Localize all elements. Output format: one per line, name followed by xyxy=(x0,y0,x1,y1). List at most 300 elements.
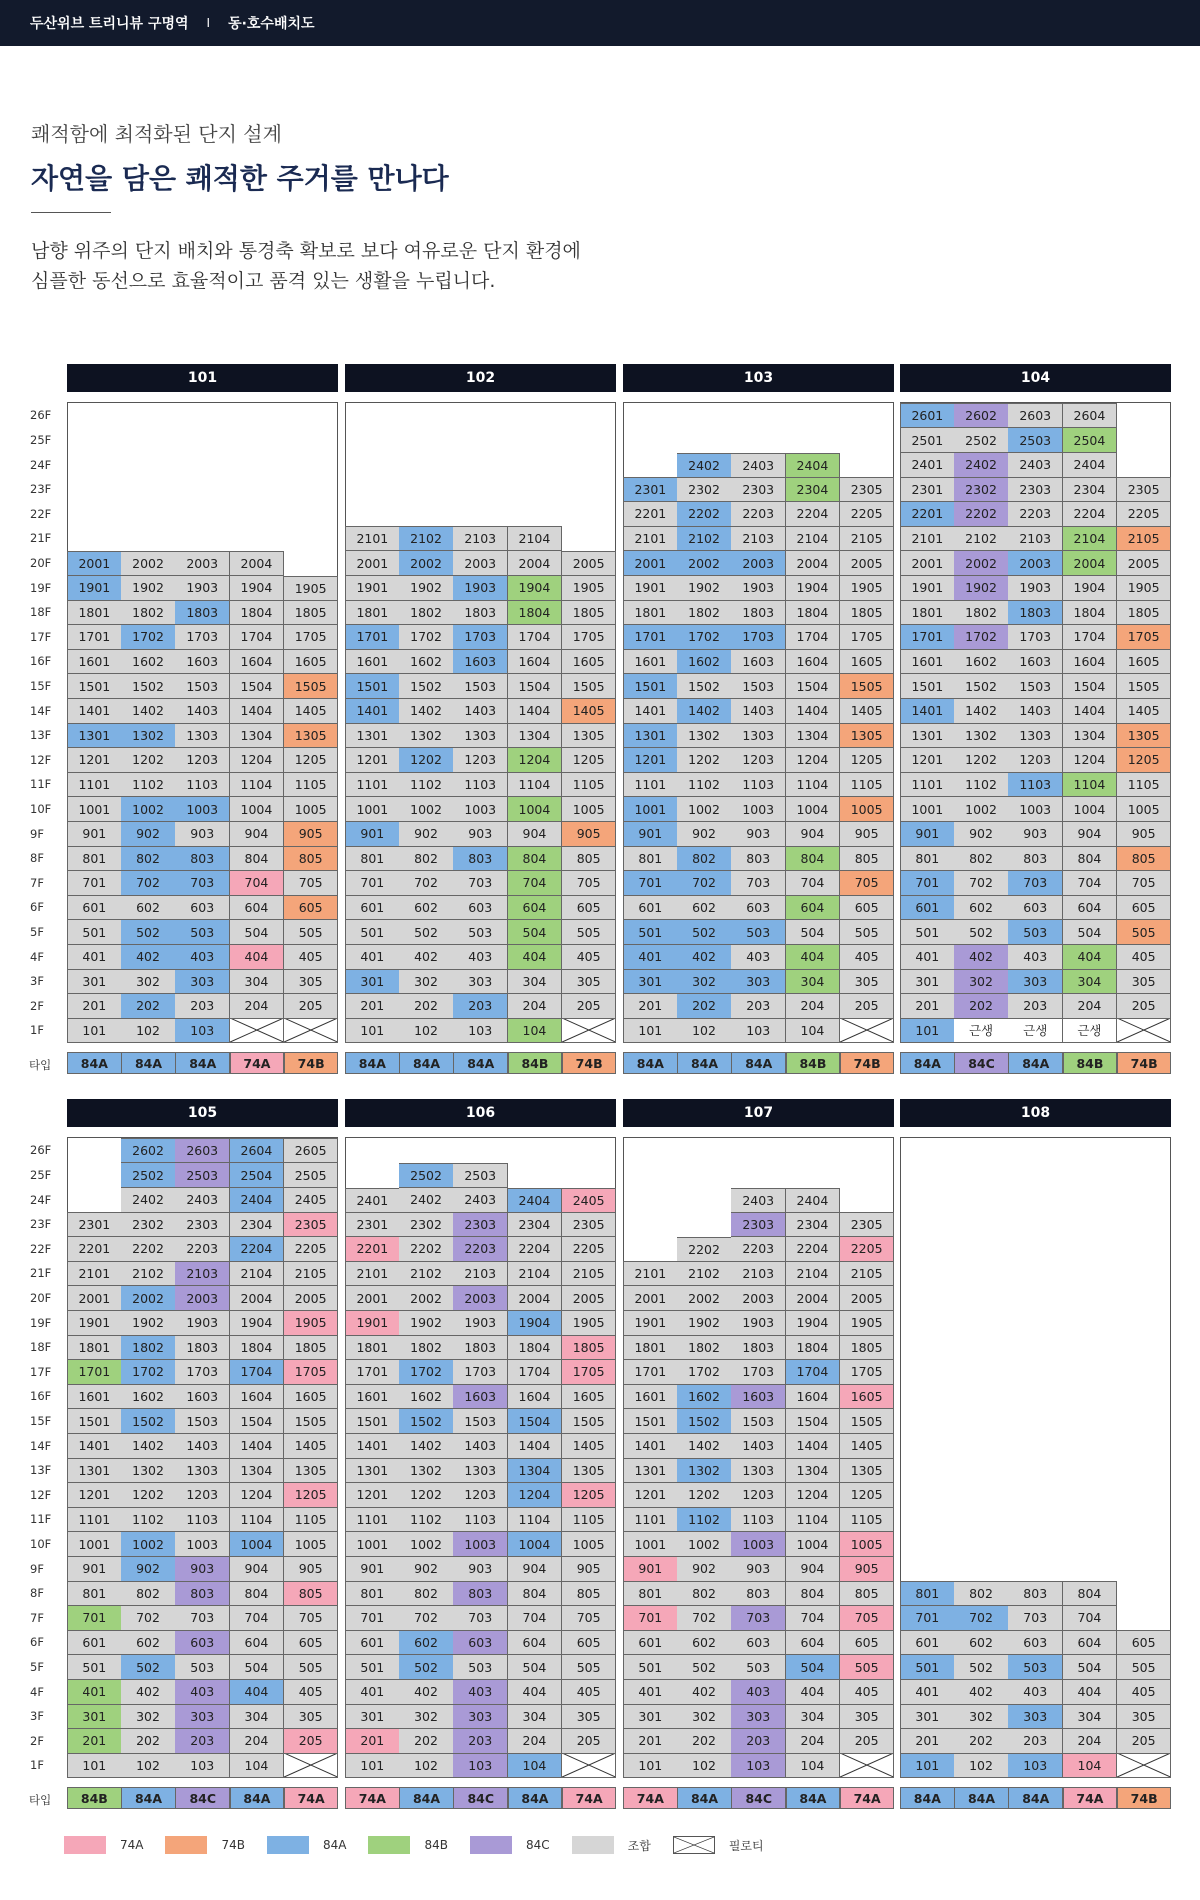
piloti-cell xyxy=(284,1753,339,1778)
unit-cell: 901 xyxy=(67,1557,122,1582)
unit-cell: 1104 xyxy=(508,1507,563,1532)
unit-cell: 1404 xyxy=(508,1434,563,1459)
unit-cell: 2503 xyxy=(453,1163,508,1188)
unit-cell: 1502 xyxy=(954,674,1009,699)
unit-cell: 405 xyxy=(840,1680,895,1705)
unit-cell: 1104 xyxy=(786,1507,841,1532)
type-cell: 74A xyxy=(623,1787,678,1809)
unit-cell: 503 xyxy=(175,920,230,945)
unit-cell: 2003 xyxy=(731,551,786,576)
unit-cell: 602 xyxy=(677,895,732,920)
unit-cell: 1504 xyxy=(508,674,563,699)
unit-cell: 1003 xyxy=(731,1532,786,1557)
unit-cell: 1301 xyxy=(345,723,400,748)
type-cell: 84A xyxy=(121,1787,176,1809)
unit-cell: 904 xyxy=(230,822,285,847)
unit-cell: 204 xyxy=(786,994,841,1019)
unit-cell: 1104 xyxy=(230,1507,285,1532)
unit-cell: 1404 xyxy=(1063,699,1118,724)
unit-cell: 1902 xyxy=(954,576,1009,601)
unit-cell: 2103 xyxy=(453,526,508,551)
unit-cell: 601 xyxy=(67,895,122,920)
unit-cell: 1905 xyxy=(840,1311,895,1336)
unit-cell: 1702 xyxy=(954,625,1009,650)
unit-cell: 2002 xyxy=(399,551,454,576)
unit-cell: 604 xyxy=(1063,1630,1118,1655)
unit-cell: 205 xyxy=(562,1729,617,1754)
unit-cell: 1805 xyxy=(562,1335,617,1360)
unit-cell: 1304 xyxy=(508,1458,563,1483)
unit-cell: 502 xyxy=(399,920,454,945)
legend-swatch xyxy=(368,1836,410,1854)
unit-cell: 1802 xyxy=(399,1335,454,1360)
unit-cell: 1004 xyxy=(1063,797,1118,822)
unit-cell: 504 xyxy=(1063,920,1118,945)
unit-cell: 302 xyxy=(677,969,732,994)
unit-cell: 701 xyxy=(67,871,122,896)
unit-cell: 1804 xyxy=(786,600,841,625)
unit-cell: 1201 xyxy=(345,748,400,773)
unit-cell: 1002 xyxy=(399,1532,454,1557)
unit-cell: 2202 xyxy=(677,502,732,527)
unit-cell: 204 xyxy=(1063,1729,1118,1754)
unit-cell: 103 xyxy=(731,1753,786,1778)
type-cell: 84A xyxy=(399,1052,454,1074)
unit-cell: 904 xyxy=(508,822,563,847)
unit-cell: 1801 xyxy=(67,1335,122,1360)
unit-cell: 501 xyxy=(623,920,678,945)
unit-cell: 1202 xyxy=(677,748,732,773)
type-cell: 84A xyxy=(900,1787,955,1809)
legend-item xyxy=(673,1836,764,1854)
unit-cell: 1703 xyxy=(1008,625,1063,650)
unit-cell: 2004 xyxy=(786,551,841,576)
unit-cell: 1502 xyxy=(399,1409,454,1434)
floor-label: 19F xyxy=(30,1315,52,1330)
unit-cell: 1601 xyxy=(900,649,955,674)
unit-cell: 1401 xyxy=(67,1434,122,1459)
unit-cell: 104 xyxy=(1063,1753,1118,1778)
unit-cell: 1703 xyxy=(453,625,508,650)
unit-cell: 1501 xyxy=(623,1409,678,1434)
unit-cell: 2101 xyxy=(623,1261,678,1286)
unit-cell: 1504 xyxy=(786,674,841,699)
unit-cell: 1203 xyxy=(731,748,786,773)
unit-cell: 602 xyxy=(954,895,1009,920)
unit-cell: 1203 xyxy=(175,1483,230,1508)
unit-cell: 2105 xyxy=(284,1261,339,1286)
unit-cell: 704 xyxy=(786,1606,841,1631)
floor-label: 12F xyxy=(30,1487,52,1502)
unit-cell: 504 xyxy=(786,920,841,945)
type-cell: 84A xyxy=(786,1787,841,1809)
unit-cell: 1201 xyxy=(623,748,678,773)
unit-cell: 502 xyxy=(954,1655,1009,1680)
type-cell: 84A xyxy=(345,1052,400,1074)
divider xyxy=(31,212,111,213)
floor-label: 24F xyxy=(30,1192,52,1207)
unit-cell: 2403 xyxy=(453,1188,508,1213)
floor-label: 22F xyxy=(30,1241,52,1256)
unit-cell: 804 xyxy=(508,1581,563,1606)
type-cell: 84A xyxy=(677,1052,732,1074)
floor-label: 2F xyxy=(30,1733,44,1748)
unit-cell: 2105 xyxy=(562,1261,617,1286)
unit-cell: 2504 xyxy=(230,1163,285,1188)
unit-cell: 2503 xyxy=(175,1163,230,1188)
unit-cell: 1601 xyxy=(345,1384,400,1409)
unit-cell: 2102 xyxy=(677,1261,732,1286)
unit-cell: 302 xyxy=(954,969,1009,994)
unit-cell: 801 xyxy=(345,1581,400,1606)
unit-cell: 1701 xyxy=(623,625,678,650)
unit-cell: 201 xyxy=(345,994,400,1019)
unit-cell: 2404 xyxy=(786,453,841,478)
unit-cell: 902 xyxy=(121,822,176,847)
unit-cell: 1805 xyxy=(840,1335,895,1360)
floor-label: 13F xyxy=(30,1463,52,1478)
unit-cell: 301 xyxy=(900,969,955,994)
unit-cell: 603 xyxy=(453,895,508,920)
unit-cell: 1804 xyxy=(230,1335,285,1360)
unit-cell: 402 xyxy=(121,1680,176,1705)
unit-cell: 501 xyxy=(900,920,955,945)
floor-label: 13F xyxy=(30,728,52,743)
unit-cell: 1005 xyxy=(840,1532,895,1557)
unit-cell: 2604 xyxy=(1063,403,1118,428)
unit-cell: 1303 xyxy=(175,1458,230,1483)
unit-cell: 1502 xyxy=(677,1409,732,1434)
unit-cell: 605 xyxy=(284,1630,339,1655)
unit-cell: 504 xyxy=(786,1655,841,1680)
type-cell: 84A xyxy=(623,1052,678,1074)
unit-cell: 301 xyxy=(67,1704,122,1729)
piloti-cell xyxy=(284,1018,339,1043)
unit-cell: 1504 xyxy=(786,1409,841,1434)
unit-cell: 1601 xyxy=(67,1384,122,1409)
unit-cell: 1105 xyxy=(562,772,617,797)
unit-cell: 1603 xyxy=(175,1384,230,1409)
unit-cell: 1101 xyxy=(67,772,122,797)
unit-cell: 2303 xyxy=(175,1212,230,1237)
unit-cell: 2502 xyxy=(121,1163,176,1188)
unit-cell: 1302 xyxy=(954,723,1009,748)
floor-label: 5F xyxy=(30,925,44,939)
unit-cell: 803 xyxy=(175,1581,230,1606)
unit-cell: 402 xyxy=(677,945,732,970)
unit-cell: 402 xyxy=(121,945,176,970)
legend-label: 74B xyxy=(221,1838,245,1852)
floor-label: 1F xyxy=(30,1023,44,1038)
unit-cell: 2101 xyxy=(345,1261,400,1286)
unit-cell: 204 xyxy=(508,994,563,1019)
unit-cell: 1905 xyxy=(562,576,617,601)
unit-cell: 303 xyxy=(1008,969,1063,994)
floor-label: 11F xyxy=(30,1512,52,1527)
unit-cell: 104 xyxy=(786,1018,841,1043)
unit-cell: 602 xyxy=(121,1630,176,1655)
unit-cell: 1302 xyxy=(677,1458,732,1483)
unit-cell: 903 xyxy=(175,822,230,847)
unit-cell: 1705 xyxy=(840,1360,895,1385)
type-cell: 74B xyxy=(1117,1787,1172,1809)
unit-cell: 504 xyxy=(1063,1655,1118,1680)
unit-cell: 1702 xyxy=(399,1360,454,1385)
building-header: 108 xyxy=(900,1099,1171,1127)
unit-cell: 602 xyxy=(954,1630,1009,1655)
unit-cell: 201 xyxy=(623,994,678,1019)
unit-cell: 1705 xyxy=(562,1360,617,1385)
unit-cell: 1901 xyxy=(67,576,122,601)
unit-cell: 1905 xyxy=(1117,576,1172,601)
unit-cell: 1602 xyxy=(121,649,176,674)
unit-cell: 701 xyxy=(900,871,955,896)
unit-cell: 801 xyxy=(67,846,122,871)
type-cell: 84C xyxy=(731,1787,786,1809)
unit-cell: 1501 xyxy=(345,1409,400,1434)
unit-cell: 2303 xyxy=(731,477,786,502)
unit-cell: 1104 xyxy=(786,772,841,797)
unit-cell: 1504 xyxy=(508,1409,563,1434)
unit-cell: 1701 xyxy=(67,1360,122,1385)
floor-label: 8F xyxy=(30,851,44,866)
unit-cell: 1703 xyxy=(731,625,786,650)
unit-cell: 1901 xyxy=(623,1311,678,1336)
unit-cell: 2305 xyxy=(1117,477,1172,502)
type-cell: 84A xyxy=(900,1052,955,1074)
unit-cell: 1102 xyxy=(677,772,732,797)
type-cell: 84B xyxy=(1063,1052,1118,1074)
unit-cell: 1402 xyxy=(677,699,732,724)
unit-cell: 804 xyxy=(1063,1581,1118,1606)
desc-line-2: 심플한 동선으로 효율적이고 품격 있는 생활을 누립니다. xyxy=(31,270,496,292)
unit-cell: 1402 xyxy=(121,699,176,724)
unit-cell: 1603 xyxy=(731,1384,786,1409)
unit-cell: 1701 xyxy=(345,1360,400,1385)
unit-cell: 1304 xyxy=(230,1458,285,1483)
floor-label: 6F xyxy=(30,900,44,915)
unit-cell: 1205 xyxy=(284,748,339,773)
unit-cell: 703 xyxy=(453,871,508,896)
unit-cell: 1203 xyxy=(175,748,230,773)
unit-cell: 2503 xyxy=(1008,428,1063,453)
unit-cell: 1004 xyxy=(508,1532,563,1557)
unit-cell: 1103 xyxy=(453,1507,508,1532)
unit-cell: 304 xyxy=(1063,969,1118,994)
unit-cell: 2003 xyxy=(1008,551,1063,576)
unit-cell: 1102 xyxy=(121,1507,176,1532)
unit-cell: 401 xyxy=(345,945,400,970)
unit-cell: 903 xyxy=(453,822,508,847)
unit-cell: 근생 xyxy=(954,1018,1009,1043)
unit-cell: 1501 xyxy=(623,674,678,699)
unit-cell: 1204 xyxy=(508,1483,563,1508)
building-header: 107 xyxy=(623,1099,894,1127)
unit-cell: 1605 xyxy=(284,1384,339,1409)
unit-cell: 1802 xyxy=(121,1335,176,1360)
unit-cell: 1503 xyxy=(175,674,230,699)
unit-cell: 1903 xyxy=(731,1311,786,1336)
unit-cell: 2003 xyxy=(175,551,230,576)
unit-cell: 705 xyxy=(1117,871,1172,896)
unit-cell: 1505 xyxy=(1117,674,1172,699)
unit-cell: 1804 xyxy=(1063,600,1118,625)
unit-cell: 1602 xyxy=(121,1384,176,1409)
type-cell: 74A xyxy=(1063,1787,1118,1809)
unit-cell: 1503 xyxy=(175,1409,230,1434)
unit-cell: 1205 xyxy=(284,1483,339,1508)
unit-cell: 2105 xyxy=(1117,526,1172,551)
unit-cell: 203 xyxy=(1008,1729,1063,1754)
unit-cell: 1201 xyxy=(900,748,955,773)
unit-cell: 905 xyxy=(284,822,339,847)
unit-cell: 505 xyxy=(562,1655,617,1680)
type-cell: 84A xyxy=(453,1052,508,1074)
unit-cell: 605 xyxy=(840,895,895,920)
unit-cell: 1305 xyxy=(284,723,339,748)
unit-cell: 1104 xyxy=(1063,772,1118,797)
unit-cell: 205 xyxy=(1117,994,1172,1019)
unit-cell: 1701 xyxy=(67,625,122,650)
unit-cell: 1602 xyxy=(399,1384,454,1409)
unit-cell: 2305 xyxy=(562,1212,617,1237)
unit-cell: 1902 xyxy=(121,1311,176,1336)
unit-cell: 2001 xyxy=(345,551,400,576)
unit-cell: 1005 xyxy=(1117,797,1172,822)
unit-cell: 1003 xyxy=(731,797,786,822)
unit-cell: 2201 xyxy=(623,502,678,527)
unit-cell: 903 xyxy=(453,1557,508,1582)
unit-cell: 801 xyxy=(345,846,400,871)
unit-cell: 103 xyxy=(175,1753,230,1778)
unit-cell: 701 xyxy=(900,1606,955,1631)
unit-cell: 1205 xyxy=(840,748,895,773)
legend-swatch xyxy=(64,1836,106,1854)
type-cell: 74B xyxy=(562,1052,617,1074)
unit-cell: 2505 xyxy=(284,1163,339,1188)
unit-cell: 2502 xyxy=(954,428,1009,453)
unit-cell: 1402 xyxy=(399,699,454,724)
floor-label: 20F xyxy=(30,556,52,570)
unit-cell: 705 xyxy=(284,871,339,896)
unit-cell: 1602 xyxy=(677,649,732,674)
unit-cell: 902 xyxy=(121,1557,176,1582)
unit-cell: 2304 xyxy=(508,1212,563,1237)
unit-cell: 304 xyxy=(508,969,563,994)
unit-cell: 1204 xyxy=(786,1483,841,1508)
unit-cell: 104 xyxy=(508,1753,563,1778)
unit-cell: 502 xyxy=(954,920,1009,945)
unit-cell: 1205 xyxy=(562,1483,617,1508)
unit-cell: 1705 xyxy=(1117,625,1172,650)
unit-cell: 604 xyxy=(1063,895,1118,920)
unit-cell: 401 xyxy=(623,945,678,970)
unit-cell: 1004 xyxy=(230,797,285,822)
unit-cell: 1505 xyxy=(840,1409,895,1434)
unit-cell: 702 xyxy=(121,871,176,896)
unit-cell: 803 xyxy=(731,1581,786,1606)
unit-cell: 1504 xyxy=(230,674,285,699)
unit-cell: 1901 xyxy=(67,1311,122,1336)
unit-cell: 1305 xyxy=(1117,723,1172,748)
unit-cell: 2101 xyxy=(900,526,955,551)
unit-cell: 2302 xyxy=(399,1212,454,1237)
type-cell: 84A xyxy=(508,1787,563,1809)
unit-cell: 902 xyxy=(677,1557,732,1582)
unit-cell: 1105 xyxy=(284,772,339,797)
unit-cell: 1302 xyxy=(121,1458,176,1483)
unit-cell: 1605 xyxy=(840,649,895,674)
unit-cell: 802 xyxy=(121,846,176,871)
unit-cell: 1303 xyxy=(175,723,230,748)
unit-cell: 2401 xyxy=(345,1188,400,1213)
unit-cell: 1305 xyxy=(840,1458,895,1483)
unit-cell: 1604 xyxy=(508,1384,563,1409)
unit-cell: 2403 xyxy=(731,1188,786,1213)
unit-cell: 1404 xyxy=(786,699,841,724)
unit-cell: 1601 xyxy=(67,649,122,674)
unit-cell: 1501 xyxy=(67,674,122,699)
legend-label: 84C xyxy=(526,1838,550,1852)
unit-cell: 503 xyxy=(453,1655,508,1680)
unit-cell: 1704 xyxy=(786,1360,841,1385)
unit-cell: 1804 xyxy=(508,600,563,625)
type-cell: 74A xyxy=(284,1787,339,1809)
unit-cell: 2202 xyxy=(677,1237,732,1262)
unit-cell: 2602 xyxy=(121,1138,176,1163)
unit-cell: 703 xyxy=(1008,871,1063,896)
unit-cell: 603 xyxy=(175,895,230,920)
unit-cell: 402 xyxy=(677,1680,732,1705)
unit-cell: 2003 xyxy=(731,1286,786,1311)
unit-cell: 603 xyxy=(1008,895,1063,920)
type-cell: 84A xyxy=(121,1052,176,1074)
unit-cell: 301 xyxy=(623,969,678,994)
unit-cell: 403 xyxy=(175,1680,230,1705)
unit-cell: 1203 xyxy=(453,1483,508,1508)
unit-cell: 2005 xyxy=(1117,551,1172,576)
unit-cell: 405 xyxy=(562,945,617,970)
unit-cell: 202 xyxy=(121,994,176,1019)
unit-cell: 601 xyxy=(345,895,400,920)
unit-cell: 904 xyxy=(508,1557,563,1582)
unit-cell: 1003 xyxy=(453,797,508,822)
unit-cell: 805 xyxy=(840,846,895,871)
unit-cell: 503 xyxy=(1008,1655,1063,1680)
unit-cell: 2402 xyxy=(954,453,1009,478)
unit-cell: 601 xyxy=(900,1630,955,1655)
unit-cell: 201 xyxy=(67,1729,122,1754)
unit-cell: 703 xyxy=(453,1606,508,1631)
unit-cell: 2003 xyxy=(175,1286,230,1311)
floor-label: 26F xyxy=(30,408,52,423)
unit-cell: 1802 xyxy=(399,600,454,625)
unit-cell: 1505 xyxy=(562,674,617,699)
unit-cell: 1704 xyxy=(230,1360,285,1385)
unit-cell: 101 xyxy=(345,1018,400,1043)
unit-cell: 1302 xyxy=(677,723,732,748)
unit-cell: 1205 xyxy=(840,1483,895,1508)
unit-cell: 1804 xyxy=(786,1335,841,1360)
unit-cell: 1705 xyxy=(840,625,895,650)
unit-cell: 1105 xyxy=(284,1507,339,1532)
unit-cell: 2502 xyxy=(399,1163,454,1188)
floor-label: 2F xyxy=(30,998,44,1013)
unit-cell: 2001 xyxy=(623,551,678,576)
unit-cell: 702 xyxy=(954,871,1009,896)
legend-item xyxy=(165,1836,245,1854)
unit-cell: 603 xyxy=(731,1630,786,1655)
